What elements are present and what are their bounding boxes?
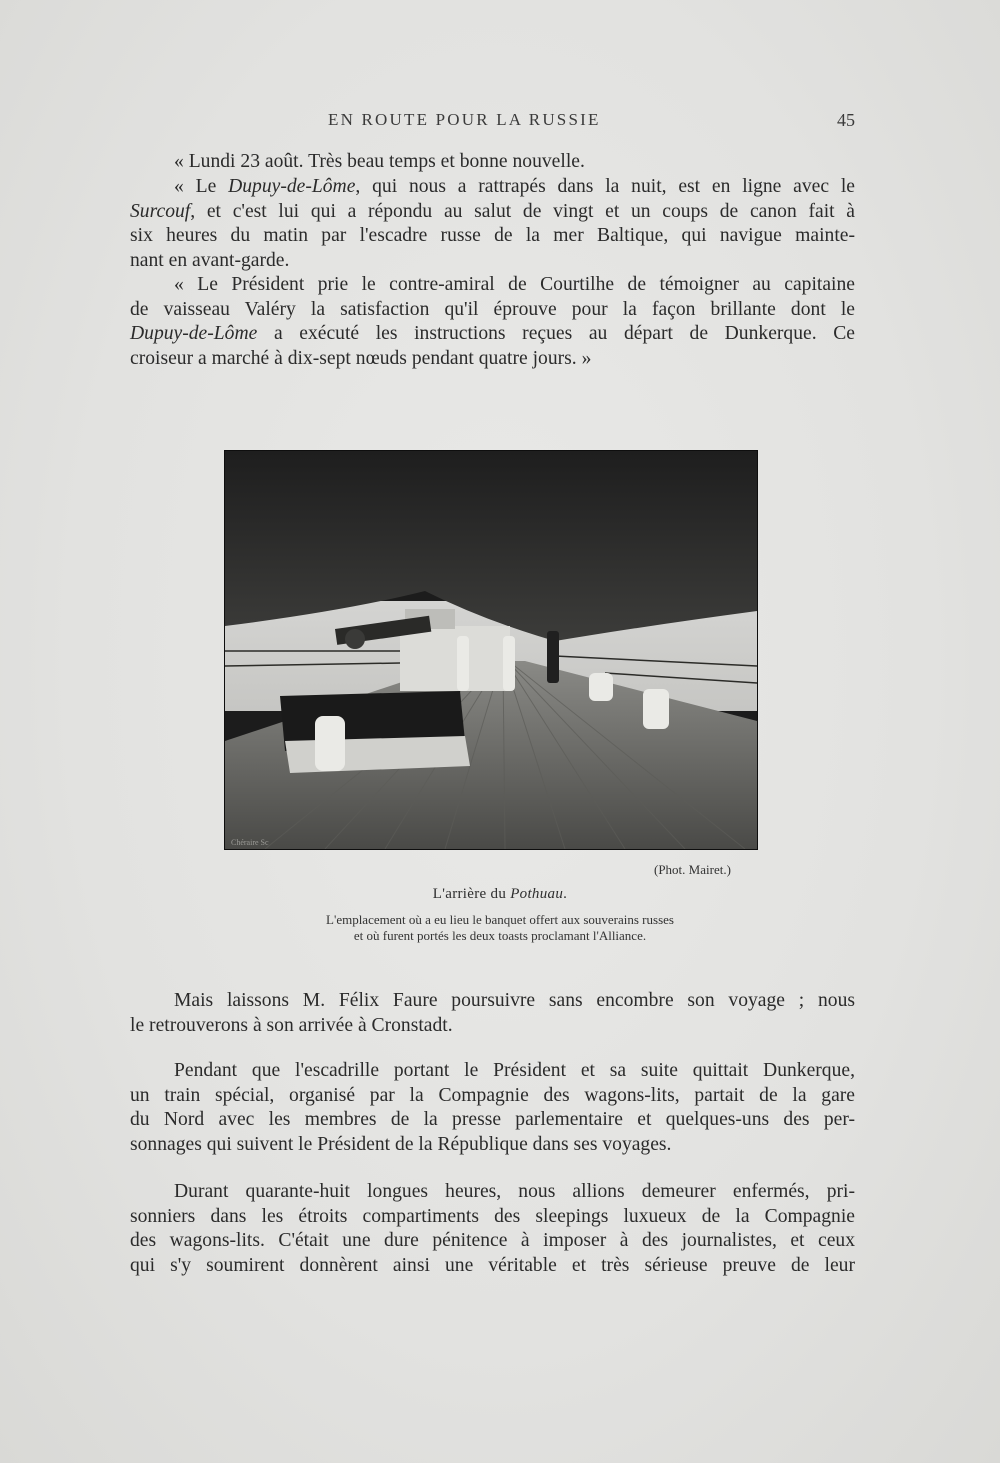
text-line: le retrouverons à son arrivée à Cronstadt.: [130, 1014, 453, 1036]
text-line: Pendant que l'escadrille portant le Président et sa suite quittait Dunkerque,: [174, 1060, 855, 1081]
paragraph-forty-eight-hours: [130, 1180, 855, 1278]
engraver-mark: Chéraire Sc: [231, 838, 269, 847]
running-title: EN ROUTE POUR LA RUSSIE: [328, 110, 601, 129]
text-line: six heures du matin par l'escadre russe de la mer Baltique, qui navigue mainte-: [130, 225, 855, 247]
caption-line: et où furent portés les deux toasts proclamant l'Alliance.: [353, 928, 647, 943]
text-line: des wagons-lits. C'était une dure pénitence à imposer à des journalistes, et ceux: [130, 1230, 855, 1252]
paragraph-dupuy-de-lome: [130, 175, 855, 273]
paragraph-special-train: [130, 1059, 855, 1157]
text-line: qui s'y soumirent donnèrent ainsi une véritable et très sérieuse preuve de leur: [130, 1254, 855, 1276]
text-line: de vaisseau Valéry la satisfaction qu'il éprouve pour la façon brillante dont le: [130, 298, 855, 320]
text-line: sonnages qui suivent le Président de la République dans ses voyages.: [130, 1133, 672, 1155]
caption-line: L'emplacement où a eu lieu le banquet offert aux souverains russes: [326, 912, 674, 927]
text-line: Durant quarante-huit longues heures, nous allions demeurer enfermés, pri-: [174, 1181, 855, 1202]
text-line: « Le Dupuy-de-Lôme, qui nous a rattrapés dans la nuit, est en ligne avec le: [174, 176, 856, 197]
text-line: sonniers dans les étroits compartiments des sleepings luxueux de la Compagnie: [130, 1205, 855, 1227]
paragraph-diary-date: [130, 150, 855, 175]
photo-credit: (Phot. Mairet.): [654, 862, 731, 877]
text-line: croiseur a marché à dix-sept nœuds pendant quatre jours. »: [130, 347, 592, 369]
figure-caption-detail: [0, 912, 1000, 944]
page-number: 45: [837, 110, 855, 130]
text-line: nant en avant-garde.: [130, 249, 290, 271]
text-line: du Nord avec les membres de la presse parlementaire et quelques-uns des per-: [130, 1109, 855, 1131]
text-line: un train spécial, organisé par la Compagnie des wagons-lits, partait de la gare: [130, 1084, 855, 1106]
text-line: Mais laissons M. Félix Faure poursuivre sans encombre son voyage ; nous: [174, 990, 855, 1011]
paragraph-felix-faure: [130, 989, 855, 1038]
figure-caption: L'arrière du Pothuau.: [432, 886, 568, 902]
deck-photograph: [224, 450, 758, 850]
text-line: « Le Président prie le contre-amiral de Courtilhe de témoigner au capitaine: [174, 274, 855, 295]
text-line: Surcouf, et c'est lui qui a répondu au salut de vingt et un coups de canon fait à: [130, 200, 855, 222]
text-line: Dupuy-de-Lôme a exécuté les instructions reçues au départ de Dunkerque. Ce: [130, 323, 855, 345]
text-line: « Lundi 23 août. Très beau temps et bonne nouvelle.: [174, 151, 585, 172]
paragraph-president-thanks: [130, 273, 855, 371]
